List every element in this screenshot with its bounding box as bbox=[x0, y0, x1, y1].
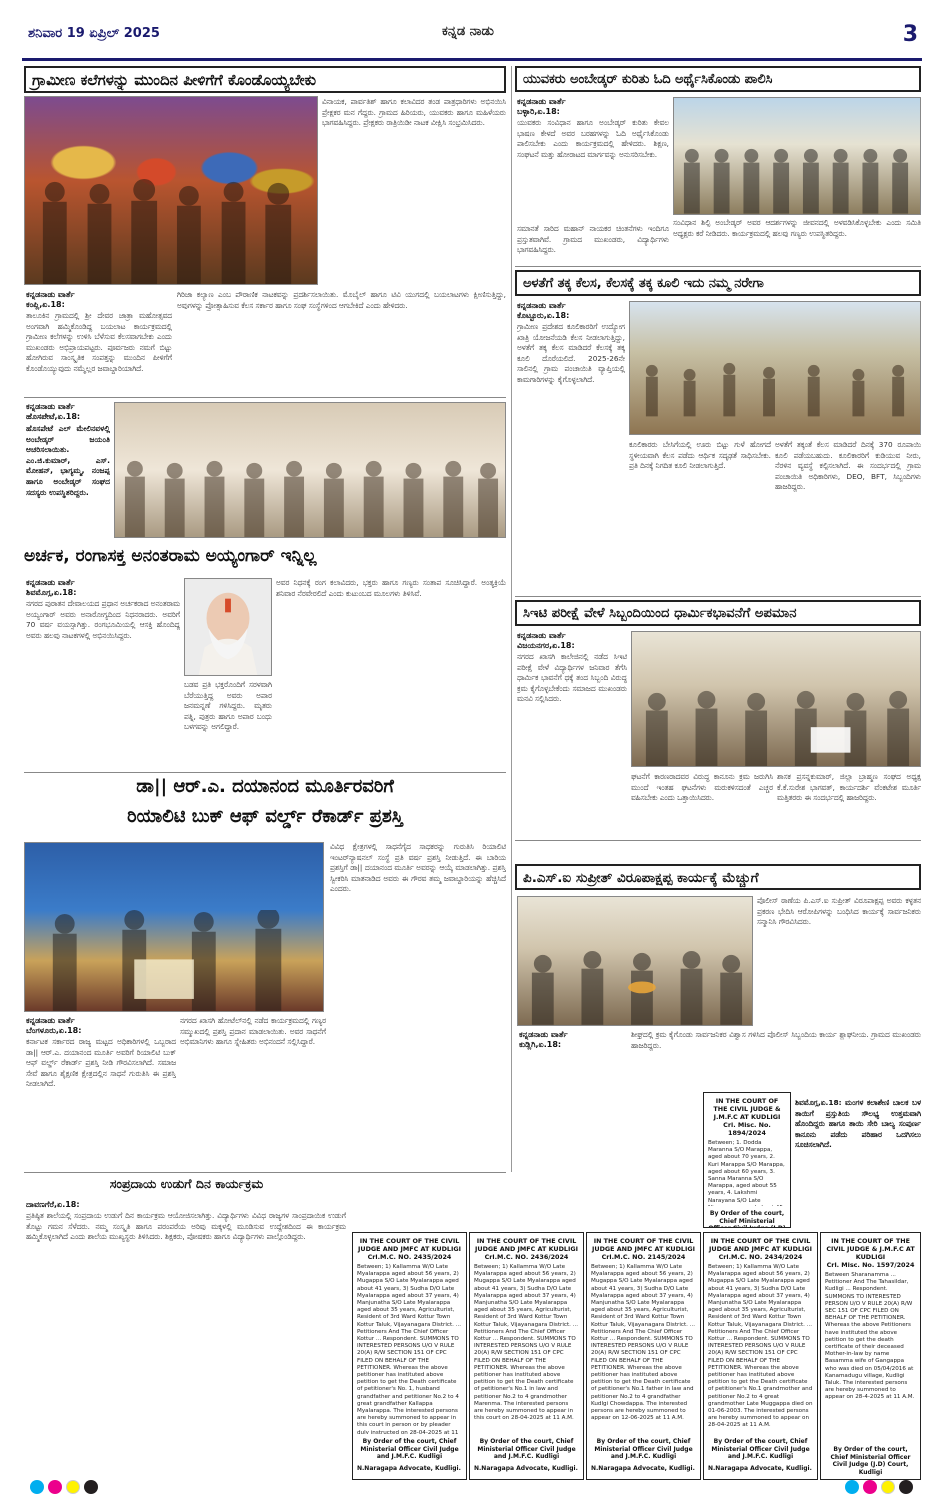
masthead-rule bbox=[22, 58, 922, 61]
column-rule bbox=[511, 66, 512, 1172]
cet-dateline: ವಿಜಯನಗರ,ಏ.18: bbox=[517, 641, 575, 650]
notice-body: Between; 1) Kallamma W/O Late Myalarappa aged about 56 years, 2) Mugappa S/O Late Myalarappa aged about 41 years, 3) Sudha D/O Late Myalarappa aged about 37 years, 4) Manjunatha S/O Late Myalarappa aged about 35 years, Agriculturist, Resident of 3rd Ward Kottur Town Kottur Taluk, Vijayanagara District. ... Petitioners And The Chief Officer Kottur ... Respondent. SUMMONS TO INTERESTED PERSONS U/O V RULE 20(A) R/W SECTION 151 OF CPC FILED ON BEHALF OF THE PETITIONER. Whereas the above petitioner has instituted above petition to get the Death certificate of petitioner's No.1 in law and petitioner No.2 to 4 grandmother Marenma. The interested persons are hereby summoned to appear in this court on 28-04-2025 at 11 A.M. bbox=[474, 1264, 579, 1422]
rural-arts-dateline: ಕಂಪ್ಲಿ,ಏ.18: bbox=[26, 300, 65, 309]
ambedkar-credit: ಕನ್ನಡನಾಡು ವಾರ್ತೆ bbox=[26, 402, 75, 411]
psi-body-b: ಶೀಘ್ರದಲ್ಲಿ ಕ್ರಮ ಕೈಗೊಂಡು ಸಾರ್ವಜನಿಕರ ವಿಶ್ವಾಸ ಗಳಿಸಿದ ಪೊಲೀಸ್ ಸಿಬ್ಬಂದಿಯ ಕಾರ್ಯ ಶ್ಲಾಘನೀಯ. ಗ್ರಾಮದ ಮುಖಂಡರು ಹಾಜರಿದ್ದರು. bbox=[631, 1030, 921, 1050]
photo-youth-event bbox=[673, 97, 921, 215]
notice-advocate: N.Naragapa Advocate, Kudligi. bbox=[708, 1464, 812, 1472]
registration-mark-black bbox=[899, 1480, 913, 1494]
notice-court: IN THE COURT OF THE CIVIL JUDGE AND JMFC AT KUDLIGI bbox=[709, 1237, 812, 1253]
masthead bbox=[22, 22, 922, 62]
notice-case: Crl. Misc. No. 1597/2024 bbox=[826, 1261, 915, 1269]
registration-mark-magenta bbox=[48, 1480, 62, 1494]
youth-body-b: ಸಮಾನತೆ ಸಾರಿದ ಮಹಾನ್ ನಾಯಕರ ಚಿಂತನೆಗಳು ಇಂದಿಗೂ ಪ್ರಸ್ತುತವಾಗಿವೆ. ಗ್ರಾಮದ ಮುಖಂಡರು, ವಿದ್ಯಾರ್ಥಿಗಳು ಭಾಗವಹಿಸಿದ್ದರು. bbox=[517, 224, 669, 255]
performers-silhouette bbox=[25, 172, 317, 284]
priest-body-b: ಬಡವ ಪ್ರತಿ ಭಕ್ತರೊಂದಿಗೆ ಸರಳವಾಗಿ ಬೆರೆಯುತ್ತಿದ್ದ ಅವರು ಅಪಾರ ಜನಮನ್ನಣೆ ಗಳಿಸಿದ್ದರು. ಮೃತರು ಪತ್ನಿ, ಪುತ್ರರು ಹಾಗೂ ಅಪಾರ ಬಂಧು ಬಳಗವನ್ನು ಅಗಲಿದ್ದಾರೆ. bbox=[184, 680, 272, 732]
notice-court: IN THE COURT OF THE CIVIL JUDGE & J.M.F.C AT KUDLIGI bbox=[826, 1237, 915, 1261]
legal-notice-tahasildar bbox=[703, 1092, 791, 1228]
notice-sign: By Order of the court, Chief Ministerial Officer Civil Judge and J.M.F.C. Kudligi bbox=[360, 1438, 459, 1461]
psi-dateline: ಕುಡ್ಲಿಗಿ,ಏ.18: bbox=[519, 1040, 562, 1049]
photo-ambedkar-event bbox=[114, 402, 506, 538]
divider bbox=[515, 840, 921, 841]
photo-psi-felicitation bbox=[517, 896, 753, 1026]
notice-court: IN THE COURT OF THE CIVIL JUDGE AND JMFC AT KUDLIGI bbox=[475, 1237, 578, 1253]
headline-worship: ಸಂಪ್ರದಾಯ ಉಡುಗೆ ದಿನ ಕಾರ್ಯಕ್ರಮ bbox=[109, 1176, 264, 1191]
portrait-illustration bbox=[185, 579, 271, 675]
rural-arts-body-a: ತಾಲೂಕಿನ ಗ್ರಾಮದಲ್ಲಿ ಶ್ರೀ ದೇವರ ಜಾತ್ರಾ ಮಹೋತ್ಸವದ ಅಂಗವಾಗಿ ಹಮ್ಮಿಕೊಂಡಿದ್ದ ಬಯಲಾಟ ಕಾರ್ಯಕ್ರಮದಲ್ಲಿ ಗ್ರಾಮೀಣ ಕಲೆಗಳನ್ನು ಉಳಿಸಿ ಬೆಳೆಸುವ ಕೆಲಸವಾಗಬೇಕು ಎಂದು ಮುಖಂಡರು ಅಭಿಪ್ರಾಯಪಟ್ಟರು. ಪೂರ್ವಜರು ನಮಗೆ ಬಿಟ್ಟು ಹೋಗಿರುವ ಸಾಂಸ್ಕೃತಿಕ ಸಂಪತ್ತನ್ನು ಮುಂದಿನ ಪೀಳಿಗೆಗೆ ಕೊಂಡೊಯ್ಯುವುದು ನಮ್ಮೆಲ್ಲರ ಜವಾಬ್ದಾರಿಯಾಗಿದೆ. bbox=[26, 311, 172, 373]
notice-body: Between; 1) Kallamma W/O Late Myalarappa aged about 56 years, 2) Mugappa S/O Late Myalarappa aged about 41 years, 3) Sudha D/O Late Myalarappa aged about 37 years, 4) Manjunatha S/O Late Myalarappa aged about 35 years, Agriculturist, Resident of 3rd Ward Kottur Town Kottur Taluk, Vijayanagara District. ... Petitioners And The Chief Officer Kottur ... Respondent. SUMMONS TO INTERESTED PERSONS U/O V RULE 20(A) R/W SECTION 151 OF CPC FILED ON BEHALF OF THE PETITIONER. Whereas the above petitioner has instituted above petition to get the Death certificate of petitioner's No. 1, husband grandfather and petitioner No.2 to 4 great grandfather Kallappa Myalarappa. The interested persons are hereby summoned to appear in this court in person or by pleader duly instructed on 28-04-2025 at 11 bbox=[357, 1264, 462, 1434]
award-body-b: ನಗರದ ಖಾಸಗಿ ಹೋಟೆಲ್‌ನಲ್ಲಿ ನಡೆದ ಕಾರ್ಯಕ್ರಮದಲ್ಲಿ ಗಣ್ಯರ ಸಮ್ಮುಖದಲ್ಲಿ ಪ್ರಶಸ್ತಿ ಪ್ರದಾನ ಮಾಡಲಾಯಿತು. ಅವರ ಸಾಧನೆಗೆ ಅಭಿಮಾನಿಗಳು ಹಾಗೂ ಸ್ನೇಹಿತರು ಅಭಿನಂದನೆ ಸಲ್ಲಿಸಿದ್ದಾರೆ. bbox=[180, 1016, 326, 1047]
divider bbox=[24, 1172, 506, 1173]
notice-case: Crl.M.C. NO. 2436/2024 bbox=[484, 1253, 569, 1261]
memorandum-silhouette bbox=[632, 686, 920, 766]
cet-body-c: ಶಾಸಕ ಪ್ರಸನ್ನಕುಮಾರ್, ಜಿಲ್ಲಾ ಬ್ರಾಹ್ಮಣ ಸಂಘದ ಅಧ್ಯಕ್ಷ ಕೆ.ಕೆ.ಸುರೇಶ ಭಾಗವತ್, ಕಾರ್ಯದರ್ಶಿ ವೆಂಕಟೇಶ ಮೂರ್ತಿ ಮತ್ತಿತರರು ಈ ಸಂದರ್ಭದಲ್ಲಿ ಹಾಜರಿದ್ದರು. bbox=[777, 772, 921, 803]
notice-court: IN THE COURT OF THE CIVIL JUDGE AND JMFC AT KUDLIGI bbox=[358, 1237, 461, 1253]
notice-sign: By Order of the court, Chief Ministerial Officer Civil Judge and J.M.F.C. Kudligi bbox=[477, 1438, 576, 1461]
cet-body-b: ಘಟನೆಗೆ ಕಾರಣರಾದವರ ವಿರುದ್ಧ ಕಾನೂನು ಕ್ರಮ ಜರುಗಿಸಿ ಮುಂದೆ ಇಂತಹ ಘಟನೆಗಳು ಮರುಕಳಿಸದಂತೆ ಎಚ್ಚರ ವಹಿಸಬೇಕು ಎಂದು ಒತ್ತಾಯಿಸಿದರು. bbox=[631, 772, 773, 803]
nrega-body-b: ಕೂಲಿಕಾರರು ಬೇಸಿಗೆಯಲ್ಲಿ ಊರು ಬಿಟ್ಟು ಗುಳೆ ಹೋಗದೆ ಸ್ಥಳೀಯವಾಗಿ ಕೆಲಸ ಪಡೆದು ಆರ್ಥಿಕ ಸದೃಢತೆ ಸಾಧಿಸಬೇಕು. ಪ್ರತಿ ದಿನಕ್ಕೆ ನಿಗದಿತ ಕೂಲಿ ನೀಡಲಾಗುತ್ತಿದೆ. bbox=[629, 440, 771, 471]
cet-body-a: ನಗರದ ಖಾಸಗಿ ಕಾಲೇಜಿನಲ್ಲಿ ನಡೆದ ಸಿಇಟಿ ಪರೀಕ್ಷೆ ವೇಳೆ ವಿದ್ಯಾರ್ಥಿಗಳ ಜನಿವಾರ ತೆಗೆಸಿ ಧಾರ್ಮಿಕ ಭಾವನೆಗೆ ಧಕ್ಕೆ ತಂದ ಸಿಬ್ಬಂದಿ ವಿರುದ್ಧ ಕ್ರಮ ಕೈಗೊಳ್ಳಬೇಕೆಂದು ಸಮಾಜದ ಮುಖಂಡರು ಮನವಿ ಸಲ್ಲಿಸಿದರು. bbox=[517, 652, 627, 704]
page-number: 3 bbox=[902, 22, 918, 47]
award-body-c: ವಿವಿಧ ಕ್ಷೇತ್ರಗಳಲ್ಲಿ ಸಾಧನೆಗೈದ ಸಾಧಕರನ್ನು ಗುರುತಿಸಿ ರಿಯಾಲಿಟಿ ಇಂಟರ್‌ನ್ಯಾಷನಲ್ ಸಂಸ್ಥೆ ಪ್ರತಿ ವರ್ಷ ಪ್ರಶಸ್ತಿ ನೀಡುತ್ತಿದೆ. ಈ ಬಾರಿಯ ಪ್ರಶಸ್ತಿಗೆ ಡಾ|| ದಯಾನಂದ ಮೂರ್ತಿ ಅವರನ್ನು ಆಯ್ಕೆ ಮಾಡಲಾಗಿತ್ತು. ಪ್ರಶಸ್ತಿ ಸ್ವೀಕರಿಸಿ ಮಾತನಾಡಿದ ಅವರು ಈ ಗೌರವ ತಮ್ಮ ಜವಾಬ್ದಾರಿಯನ್ನು ಹೆಚ್ಚಿಸಿದೆ ಎಂದರು. bbox=[330, 842, 506, 894]
notice-advocate: N.Naragapa Advocate, Kudligi. bbox=[357, 1464, 461, 1472]
priest-credit: ಕನ್ನಡನಾಡು ವಾರ್ತೆ bbox=[26, 578, 75, 587]
photo-priest-portrait bbox=[184, 578, 272, 676]
divider bbox=[515, 596, 921, 597]
legal-notice-6 bbox=[820, 1232, 921, 1480]
rural-arts-body-b: ವಿನಾಯಕ, ಪಾರ್ವತಿಶ್ ಹಾಗೂ ಕಲಾವಿದರ ತಂಡ ಪಾತ್ರಧಾರಿಗಳು ಅಭಿನಯಿಸಿ ಪ್ರೇಕ್ಷಕರ ಮನ ಗೆದ್ದರು. ಗ್ರಾಮದ ಹಿರಿಯರು, ಯುವಕರು ಹಾಗೂ ಮಹಿಳೆಯರು ಭಾಗವಹಿಸಿದ್ದರು. ಪ್ರೇಕ್ಷಕರು ರಾತ್ರಿಯಿಡೀ ನಾಟಕ ವೀಕ್ಷಿಸಿ ಸಂಭ್ರಮಿಸಿದರು. bbox=[322, 97, 506, 128]
notice-case: Crl.M.C. NO. 2145/2024 bbox=[601, 1253, 686, 1261]
youth-silhouette bbox=[674, 144, 920, 214]
nrega-body-c: ಅಳತೆಗೆ ತಕ್ಕಂತೆ ಕೆಲಸ ಮಾಡಿದರೆ ದಿನಕ್ಕೆ 370 ರೂಪಾಯಿ ಕೂಲಿ ಪಡೆಯಬಹುದು. ಕೂಲಿಕಾರರಿಗೆ ಕುಡಿಯುವ ನೀರು, ನೆರಳಿನ ವ್ಯವಸ್ಥೆ ಕಲ್ಪಿಸಲಾಗಿದೆ. ಈ ಸಂದರ್ಭದಲ್ಲಿ ಗ್ರಾಮ ಪಂಚಾಯಿತಿ ಅಧಿಕಾರಿಗಳು, DEO, BFT, ಸಿಬ್ಬಂದಿಗಳು ಹಾಜರಿದ್ದರು. bbox=[775, 440, 921, 492]
award-silhouette bbox=[25, 910, 323, 1011]
photo-cet-memorandum bbox=[631, 631, 921, 767]
notice-court: IN THE COURT OF THE CIVIL JUDGE & J.M.F.C AT KUDLIGI bbox=[713, 1097, 781, 1121]
headline-rural-arts: ಗ್ರಾಮೀಣ ಕಲೆಗಳನ್ನು ಮುಂದಿನ ಪೀಳಿಗೆಗೆ ಕೊಂಡೊಯ್ಯಬೇಕು bbox=[24, 66, 506, 93]
issue-date: ಶನಿವಾರ 19 ಏಪ್ರಿಲ್ 2025 bbox=[28, 26, 160, 41]
headline-youth-ambedkar: ಯುವಕರು ಅಂಬೇಡ್ಕರ್ ಕುರಿತು ಓದಿ ಅರ್ಥೈಸಿಕೊಂಡು ಪಾಲಿಸಿ bbox=[515, 66, 921, 92]
paper-name: ಕನ್ನಡ ನಾಡು bbox=[442, 24, 494, 39]
notice-advocate: N.Naragapa Advocate, Kudligi. bbox=[591, 1464, 695, 1472]
legal-notice-3 bbox=[586, 1232, 701, 1480]
notice-case: Crl.M.C. NO. 2434/2024 bbox=[718, 1253, 803, 1261]
registration-mark-yellow bbox=[66, 1480, 80, 1494]
headline-priest-obituary: ಅರ್ಚಕ, ರಂಗಾಸಕ್ತ ಅನಂತರಾಮ ಅಯ್ಯಂಗಾರ್ ಇನ್ನಿಲ್ಲ bbox=[24, 546, 317, 566]
headline-cet-exam: ಸಿಇಟಿ ಪರೀಕ್ಷೆ ವೇಳೆ ಸಿಬ್ಬಂದಿಯಿಂದ ಧಾರ್ಮಿಕಭಾವನೆಗೆ ಅಪಮಾನ bbox=[515, 600, 921, 626]
registration-mark-yellow bbox=[881, 1480, 895, 1494]
youth-body-a: ಯುವಕರು ಸಂವಿಧಾನ ಹಾಗೂ ಅಂಬೇಡ್ಕರ್ ಕುರಿತು ಕೇವಲ ಭಾಷಣ ಕೇಳದೆ ಅವರ ಬರಹಗಳನ್ನು ಓದಿ ಅರ್ಥೈಸಿಕೊಂಡು ಪಾಲಿಸಬೇಕು ಎಂದು ಕಾರ್ಯಕ್ರಮದಲ್ಲಿ ಹೇಳಿದರು. ಶಿಕ್ಷಣ, ಸಂಘಟನೆ ಮತ್ತು ಹೋರಾಟದ ಮಾರ್ಗವನ್ನು ಅನುಸರಿಸಬೇಕು. bbox=[517, 118, 669, 159]
cet-credit: ಕನ್ನಡನಾಡು ವಾರ್ತೆ bbox=[517, 631, 566, 640]
notice-sign: By Order of the court, Chief Ministerial Officer Civil Judge and J.M.F.C. Kudligi bbox=[711, 1438, 810, 1461]
rural-arts-credit: ಕನ್ನಡನಾಡು ವಾರ್ತೆ bbox=[26, 290, 75, 299]
headline-nrega: ಅಳತೆಗೆ ತಕ್ಕ ಕೆಲಸ, ಕೆಲಸಕ್ಕೆ ತಕ್ಕ ಕೂಲಿ ಇದು ನಮ್ಮ ನರೇಗಾ bbox=[515, 270, 921, 296]
notice-body: Between Sharanamma ... Petitioner And The Tahasildar, Kudligi ... Respondent. SUMMONS TO INTERESTED PERSON U/O V RULE 20(A) R/W SEC 151 OF CPC FILED ON BEHALF OF THE PETITIONER. Whereas the above Petitioners have instituted the above petition to get the death certificate of their deceased Mother-in-law by name Basamma wife of Gangappa who was died on 05/04/2016 at Kanamadugu village, Kudligi Taluk. The interested persons are hereby summoned to appear on 28-4-2025 at 11 A.M. bbox=[825, 1272, 915, 1401]
registration-mark-cyan bbox=[845, 1480, 859, 1494]
psi-credit: ಕನ್ನಡನಾಡು ವಾರ್ತೆ bbox=[519, 1030, 568, 1039]
notice-body: Between; 1) Kallamma W/O Late Myalarappa aged about 56 years, 2) Mugappa S/O Late Myalarappa aged about 41 years, 3) Sudha D/O Late Myalarappa aged about 37 years, 4) Manjunatha S/O Late Myalarappa aged about 35 years, Agriculturist, Resident of 3rd Ward Kottur Town Kottur Taluk, Vijayanagara District. ... Petitioners And The Chief Officer Kottur ... Respondent. SUMMONS TO INTERESTED PERSONS U/O V RULE 20(A) R/W SECTION 151 OF CPC FILED ON BEHALF OF THE PETITIONER. Whereas the above petitioner has instituted above petition to get the Death certificate of petitioner's No.1 father in law and petitioner No.2 to 4 grandfather Kudlgi Chowdappa. The interested persons are hereby summoned to appear on 12-06-2025 at 11 A.M. bbox=[591, 1264, 696, 1422]
registration-mark-magenta bbox=[863, 1480, 877, 1494]
award-credit: ಕನ್ನಡನಾಡು ವಾರ್ತೆ bbox=[26, 1016, 75, 1025]
notice-case: Crl.M.C. NO. 2435/2024 bbox=[367, 1253, 452, 1261]
priest-body-c: ಅವರ ನಿಧನಕ್ಕೆ ರಂಗ ಕಲಾವಿದರು, ಭಕ್ತರು ಹಾಗೂ ಗಣ್ಯರು ಸಂತಾಪ ಸೂಚಿಸಿದ್ದಾರೆ. ಅಂತ್ಯಕ್ರಿಯೆ ಶನಿವಾರ ನೆರವೇರಲಿದೆ ಎಂದು ಕುಟುಂಬದ ಮೂಲಗಳು ತಿಳಿಸಿವೆ. bbox=[276, 578, 506, 598]
legal-notice-2 bbox=[469, 1232, 584, 1480]
headline-award-line2: ರಿಯಾಲಿಟಿ ಬುಕ್ ಆಫ್ ವರ್ಲ್ಡ್ ರೆಕಾರ್ಡ್ ಪ್ರಶಸ್ತಿ bbox=[127, 806, 403, 827]
award-dateline: ಬೆಂಗಳೂರು,ಏ.18: bbox=[26, 1026, 82, 1035]
youth-body-c: ಸಂವಿಧಾನ ಶಿಲ್ಪಿ ಅಂಬೇಡ್ಕರ್ ಅವರ ಆದರ್ಶಗಳನ್ನು ಜೀವನದಲ್ಲಿ ಅಳವಡಿಸಿಕೊಳ್ಳಬೇಕು ಎಂದು ಸಮಿತಿ ಅಧ್ಯಕ್ಷರು ಕರೆ ನೀಡಿದರು. ಕಾರ್ಯಕ್ರಮದಲ್ಲಿ ಹಲವು ಗಣ್ಯರು ಉಪಸ್ಥಿತರಿದ್ದರು. bbox=[673, 218, 921, 238]
photo-stage-performance bbox=[24, 96, 318, 285]
notice-advocate: N.Naragapa Advocate, Kudligi. bbox=[474, 1464, 578, 1472]
divider bbox=[24, 772, 506, 773]
worship-body: ಪ್ರತಿಷ್ಠಿತ ಶಾಲೆಯಲ್ಲಿ ಸಂಪ್ರದಾಯ ಉಡುಗೆ ದಿನ ಕಾರ್ಯಕ್ರಮ ಆಯೋಜಿಸಲಾಗಿತ್ತು. ವಿದ್ಯಾರ್ಥಿಗಳು ವಿವಿಧ ರಾಜ್ಯಗಳ ಸಾಂಪ್ರದಾಯಿಕ ಉಡುಗೆ ತೊಟ್ಟು ಗಮನ ಸೆಳೆದರು. ನಮ್ಮ ಸಂಸ್ಕೃತಿ ಹಾಗೂ ಪರಂಪರೆಯ ಅರಿವು ಮಕ್ಕಳಲ್ಲಿ ಮೂಡಿಸುವ ಉದ್ದೇಶದಿಂದ ಈ ಕಾರ್ಯಕ್ರಮ ಹಮ್ಮಿಕೊಳ್ಳಲಾಗಿದೆ ಎಂದು ಶಾಲೆಯ ಮುಖ್ಯಸ್ಥರು ತಿಳಿಸಿದರು. ಶಿಕ್ಷಕರು, ಪೋಷಕರು ಹಾಗೂ ವಿದ್ಯಾರ್ಥಿಗಳು ಪಾಲ್ಗೊಂಡಿದ್ದರು. bbox=[26, 1211, 346, 1242]
photo-nrega-workers bbox=[629, 301, 921, 435]
youth-credit: ಕನ್ನಡನಾಡು ವಾರ್ತೆ bbox=[517, 97, 566, 106]
notice-sign: By Order of the court, Chief Ministerial bbox=[709, 1210, 785, 1225]
headline-award-line1: ಡಾ|| ಆರ್.ಎ. ದಯಾನಂದ ಮೂರ್ತಿರವರಿಗೆ bbox=[136, 776, 394, 797]
notice-body: Between; 1. Dodda Maranna S/O Marappa, aged about 70 years, 2. Kuri Marappa S/O Marappa, aged about 60 years, 3. Sanna Maranna S/O Marappa, aged about 55 years, 4. Lakshmi Narayana S/O Late bbox=[708, 1140, 785, 1204]
legal-notice-1 bbox=[352, 1232, 467, 1480]
felicitation-silhouette bbox=[518, 948, 752, 1025]
psi-body-a: ಪೊಲೀಸ್ ಠಾಣೆಯ ಪಿ.ಎಸ್.ಐ ಸುಪ್ರೀತ್ ವಿರೂಪಾಕ್ಷಪ್ಪ ಅವರು ಕಳ್ಳತನ ಪ್ರಕರಣ ಭೇದಿಸಿ ಆರೋಪಿಗಳನ್ನು ಬಂಧಿಸಿದ ಕಾರ್ಯಕ್ಕೆ ಸಾರ್ವಜನಿಕರು ಸನ್ಮಾನಿಸಿ ಗೌರವಿಸಿದರು. bbox=[757, 896, 921, 927]
ambedkar-body: ಹೊಸಪೇಟೆ ಎಲ್ ಮೇಲಿನವಳಲ್ಲಿ ಅಂಬೇಡ್ಕರ್ ಜಯಂತಿ ಆಚರಿಸಲಾಯಿತು. ಎಂ.ಜಿ.ಕುಮಾರ್, ಎಸ್. ಮೋಹನ್, ಭಾಗ್ಯಮ್ಮ, ನಂಜಪ್ಪ ಹಾಗೂ ಅಂಬೇಡ್ಕರ್ ಸಂಘದ ಸದಸ್ಯರು ಉಪಸ್ಥಿತರಿದ್ದರು. bbox=[26, 424, 110, 497]
nrega-body-a: ಗ್ರಾಮೀಣ ಪ್ರದೇಶದ ಕೂಲಿಕಾರರಿಗೆ ಉದ್ಯೋಗ ಖಾತ್ರಿ ಯೋಜನೆಯಡಿ ಕೆಲಸ ನೀಡಲಾಗುತ್ತಿದ್ದು, ಅಳತೆಗೆ ತಕ್ಕ ಕೆಲಸ ಮಾಡಿದರೆ ಕೆಲಸಕ್ಕೆ ತಕ್ಕ ಕೂಲಿ ದೊರೆಯಲಿದೆ. 2025-26ನೇ ಸಾಲಿನಲ್ಲಿ ಗ್ರಾಮ ಪಂಚಾಯಿತಿ ವ್ಯಾಪ್ತಿಯಲ್ಲಿ ಕಾಮಗಾರಿಗಳನ್ನು ಕೈಗೊಳ್ಳಲಾಗಿದೆ. bbox=[517, 322, 625, 384]
rural-arts-body-c: ಗಿರಿಜಾ ಕಲ್ಯಾಣ ಎಂಬ ಪೌರಾಣಿಕ ನಾಟಕವನ್ನು ಪ್ರದರ್ಶಿಸಲಾಯಿತು. ಮೊಬೈಲ್ ಹಾಗೂ ಟಿವಿ ಯುಗದಲ್ಲಿ ಬಯಲಾಟಗಳು ಕ್ಷೀಣಿಸುತ್ತಿದ್ದು, ಅವುಗಳನ್ನು ಪ್ರೋತ್ಸಾಹಿಸುವ ಕೆಲಸ ಸರ್ಕಾರ ಹಾಗೂ ಸಂಘ ಸಂಸ್ಥೆಗಳಿಂದ ಆಗಬೇಕಿದೆ ಎಂದು ಹೇಳಿದರು. bbox=[177, 290, 506, 310]
notice-body: Between; 1) Kallamma W/O Late Myalarappa aged about 56 years, 2) Mugappa S/O Late Myalarappa aged about 41 years, 3) Sudha D/O Late Myalarappa aged about 37 years, 4) Manjunatha S/O Late Myalarappa aged about 35 years, Agriculturist, Resident of 3rd Ward Kottur Town Kottur Taluk, Vijayanagara District. ... Petitioners And The Chief Officer Kottur ... Respondent. SUMMONS TO INTERESTED PERSONS U/O V RULE 20(A) R/W SECTION 151 OF CPC FILED ON BEHALF OF THE PETITIONER. Whereas the above petitioner has instituted above petition to get the Death certificate of petitioner's No.1 grandmother and petitioner No.2 to 4 great grandmother Late Muggappa died on 01-06-2003. The interested persons are hereby summoned to appear on 28-04-2025 at 11 A.M. bbox=[708, 1264, 813, 1429]
registration-mark-black bbox=[84, 1480, 98, 1494]
group-silhouette bbox=[115, 457, 505, 537]
photo-award-ceremony bbox=[24, 842, 324, 1012]
headline-psi-praise: ಪಿ.ಎಸ್.ಐ ಸುಪ್ರೀತ್ ವಿರೂಪಾಕ್ಷಪ್ಪ ಕಾರ್ಯಕ್ಕೆ ಮೆಚ್ಚುಗೆ bbox=[515, 864, 921, 890]
notice-case: Crl. Misc. No. 1894/2024 bbox=[723, 1121, 771, 1137]
notice-court: IN THE COURT OF THE CIVIL JUDGE AND JMFC AT KUDLIGI bbox=[592, 1237, 695, 1253]
award-body-a: ಕರ್ನಾಟಕ ಸರ್ಕಾರದ ರಾಜ್ಯ ಮಟ್ಟದ ಅಧಿಕಾರಿಗಳಲ್ಲಿ ಒಬ್ಬರಾದ ಡಾ|| ಆರ್.ಎ. ದಯಾನಂದ ಮೂರ್ತಿ ಅವರಿಗೆ ರಿಯಾಲಿಟಿ ಬುಕ್ ಆಫ್ ವರ್ಲ್ಡ್ ರೆಕಾರ್ಡ್ ಪ್ರಶಸ್ತಿ ನೀಡಿ ಗೌರವಿಸಲಾಗಿದೆ. ಸಮಾಜ ಸೇವೆ ಹಾಗೂ ಶೈಕ್ಷಣಿಕ ಕ್ಷೇತ್ರದಲ್ಲಿನ ಸಾಧನೆ ಗುರುತಿಸಿ ಈ ಪ್ರಶಸ್ತಿ ನೀಡಲಾಗಿದೆ. bbox=[26, 1037, 176, 1089]
worship-dateline: ದಾವಣಗೆರೆ,ಏ.18: bbox=[26, 1200, 80, 1209]
divider bbox=[24, 397, 506, 398]
priest-body-a: ನಗರದ ಪುರಾತನ ದೇವಾಲಯದ ಪ್ರಧಾನ ಅರ್ಚಕರಾದ ಅನಂತರಾಮ ಅಯ್ಯಂಗಾರ್ ಅವರು ಅನಾರೋಗ್ಯದಿಂದ ನಿಧನರಾದರು. ಅವರಿಗೆ 70 ವರ್ಷ ವಯಸ್ಸಾಗಿತ್ತು. ರಂಗಭೂಮಿಯಲ್ಲಿ ಆಸಕ್ತಿ ಹೊಂದಿದ್ದ ಅವರು ಹಲವು ನಾಟಕಗಳಲ್ಲಿ ಅಭಿನಯಿಸಿದ್ದರು. bbox=[26, 599, 180, 640]
registration-mark-cyan bbox=[30, 1480, 44, 1494]
nrega-dateline: ಕೊಟ್ಟೂರು,ಏ.18: bbox=[517, 311, 570, 320]
ambedkar-dateline: ಹೊಸಪೇಟೆ,ಏ.18: bbox=[26, 412, 81, 421]
side-note-body: ಶಿವಮೊಗ್ಗ,ಏ.18: ಮಂಗಳ ಕಲಾಶೇಣಿ ಬಾಲಕ ಬಳ ತಾಯಿಗೆ ಪ್ರಸ್ತುತಿಯ ಸೌಲಭ್ಯ ಉತ್ತಮವಾಗಿ ಹೊಂದಿದ್ದರು ಹಾಗೂ ತಾಯಿ ಸೇರಿ ಬಾಲ್ಯ ಸಂಪುರ್ಣ ಕಾನೂನು ಪಡೆದು ಪರಿಹಾರ ಒದಗಿಸಲು ಸೂಚಿಸಲಾಗಿದೆ. bbox=[795, 1098, 921, 1150]
youth-dateline: ಬಳ್ಳಾರಿ,ಏ.18: bbox=[517, 107, 560, 116]
nrega-credit: ಕನ್ನಡನಾಡು ವಾರ್ತೆ bbox=[517, 301, 566, 310]
workers-silhouette bbox=[630, 355, 920, 434]
notice-sign: By Order of the court, Chief Ministerial Officer Civil Judge and J.M.F.C. Kudligi bbox=[594, 1438, 693, 1461]
divider bbox=[515, 266, 921, 267]
notice-sign: By Order of the court, Chief Ministerial Officer Civil Judge (J.D) Court, Kudligi bbox=[830, 1446, 911, 1476]
priest-dateline: ಶಿವಮೊಗ್ಗ,ಏ.18: bbox=[26, 588, 77, 597]
legal-notice-4 bbox=[703, 1232, 818, 1480]
